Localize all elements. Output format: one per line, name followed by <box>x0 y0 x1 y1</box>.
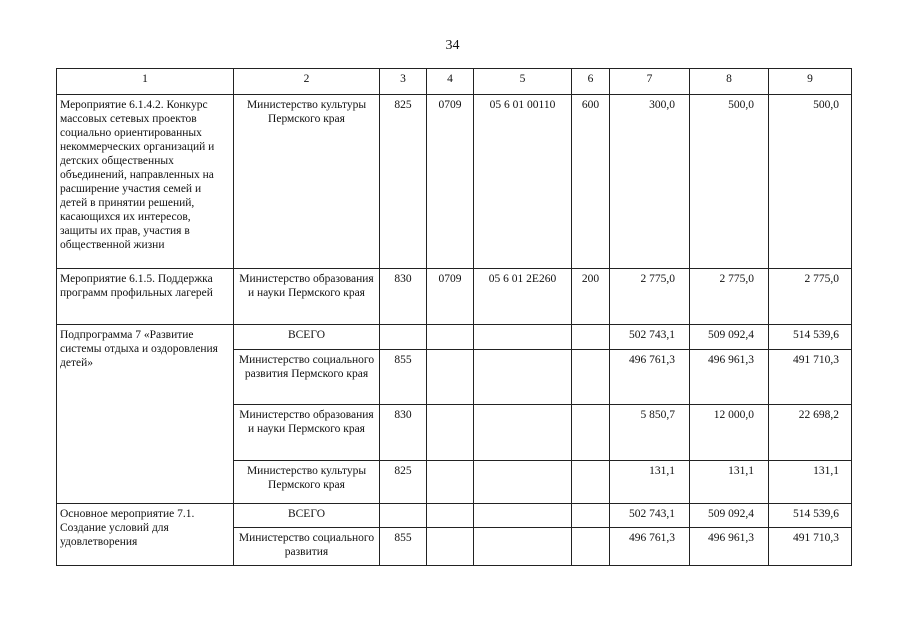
expense-type-cell: 600 <box>572 95 610 269</box>
column-header: 6 <box>572 69 610 95</box>
year2-cell: 131,1 <box>690 461 769 504</box>
column-header: 5 <box>474 69 572 95</box>
year1-cell: 496 761,3 <box>610 350 690 405</box>
section-cell: 0709 <box>427 95 474 269</box>
section-cell <box>427 405 474 461</box>
target-article-cell <box>474 405 572 461</box>
target-article-cell <box>474 350 572 405</box>
column-header: 3 <box>380 69 427 95</box>
target-article-cell: 05 6 01 2Е260 <box>474 269 572 325</box>
executor-cell: Министерство социального развития Пермского края <box>234 350 380 405</box>
year2-cell: 509 092,4 <box>690 504 769 528</box>
year2-cell: 12 000,0 <box>690 405 769 461</box>
target-article-cell <box>474 528 572 566</box>
target-article-cell <box>474 504 572 528</box>
section-cell <box>427 504 474 528</box>
expense-type-cell <box>572 405 610 461</box>
executor-cell: Министерство культуры Пермского края <box>234 461 380 504</box>
executor-cell: ВСЕГО <box>234 325 380 350</box>
year3-cell: 131,1 <box>769 461 852 504</box>
expense-type-cell: 200 <box>572 269 610 325</box>
expense-type-cell <box>572 504 610 528</box>
section-cell: 0709 <box>427 269 474 325</box>
table-row <box>57 95 852 269</box>
grbs-cell: 825 <box>380 95 427 269</box>
table-row <box>57 504 852 528</box>
year3-cell: 514 539,6 <box>769 325 852 350</box>
page-number: 34 <box>445 38 460 53</box>
column-header: 2 <box>234 69 380 95</box>
section-cell <box>427 461 474 504</box>
measure-name-cell: Мероприятие 6.1.4.2. Конкурс массовых сетевых проектов социально ориентированных некоммерческих организаций и детских общественных объединений, направленных на расширение участия семей и детей в принятии решений, касающихся их интересов, защиты их прав, участия в общественной жизни <box>57 95 234 269</box>
year1-cell: 2 775,0 <box>610 269 690 325</box>
measure-name-cell: Основное мероприятие 7.1. Создание условий для удовлетворения <box>57 504 234 566</box>
grbs-cell: 825 <box>380 461 427 504</box>
year1-cell: 300,0 <box>610 95 690 269</box>
table-row <box>57 269 852 325</box>
year2-cell: 509 092,4 <box>690 325 769 350</box>
header-row <box>57 69 852 95</box>
target-article-cell <box>474 325 572 350</box>
executor-cell: ВСЕГО <box>234 504 380 528</box>
column-header: 7 <box>610 69 690 95</box>
executor-cell: Министерство образования и науки Пермского края <box>234 269 380 325</box>
year3-cell: 22 698,2 <box>769 405 852 461</box>
target-article-cell: 05 6 01 00110 <box>474 95 572 269</box>
grbs-cell: 855 <box>380 350 427 405</box>
expense-type-cell <box>572 350 610 405</box>
grbs-cell: 830 <box>380 405 427 461</box>
year3-cell: 514 539,6 <box>769 504 852 528</box>
measure-name-cell: Мероприятие 6.1.5. Поддержка программ профильных лагерей <box>57 269 234 325</box>
year1-cell: 502 743,1 <box>610 325 690 350</box>
column-header: 8 <box>690 69 769 95</box>
year2-cell: 496 961,3 <box>690 528 769 566</box>
year2-cell: 496 961,3 <box>690 350 769 405</box>
target-article-cell <box>474 461 572 504</box>
grbs-cell: 830 <box>380 269 427 325</box>
year1-cell: 131,1 <box>610 461 690 504</box>
year2-cell: 500,0 <box>690 95 769 269</box>
subprogram-name-cell: Подпрограмма 7 «Развитие системы отдыха и оздоровления детей» <box>57 325 234 504</box>
year1-cell: 502 743,1 <box>610 504 690 528</box>
column-header: 1 <box>57 69 234 95</box>
column-header: 4 <box>427 69 474 95</box>
grbs-cell <box>380 504 427 528</box>
section-cell <box>427 325 474 350</box>
table-row <box>57 325 852 350</box>
column-header: 9 <box>769 69 852 95</box>
section-cell <box>427 528 474 566</box>
executor-cell: Министерство социального развития <box>234 528 380 566</box>
year3-cell: 491 710,3 <box>769 350 852 405</box>
expense-type-cell <box>572 461 610 504</box>
year1-cell: 5 850,7 <box>610 405 690 461</box>
expense-type-cell <box>572 325 610 350</box>
executor-cell: Министерство культуры Пермского края <box>234 95 380 269</box>
year1-cell: 496 761,3 <box>610 528 690 566</box>
year3-cell: 491 710,3 <box>769 528 852 566</box>
grbs-cell: 855 <box>380 528 427 566</box>
expense-type-cell <box>572 528 610 566</box>
section-cell <box>427 350 474 405</box>
year3-cell: 2 775,0 <box>769 269 852 325</box>
year2-cell: 2 775,0 <box>690 269 769 325</box>
grbs-cell <box>380 325 427 350</box>
executor-cell: Министерство образования и науки Пермского края <box>234 405 380 461</box>
year3-cell: 500,0 <box>769 95 852 269</box>
budget-table <box>56 68 852 566</box>
